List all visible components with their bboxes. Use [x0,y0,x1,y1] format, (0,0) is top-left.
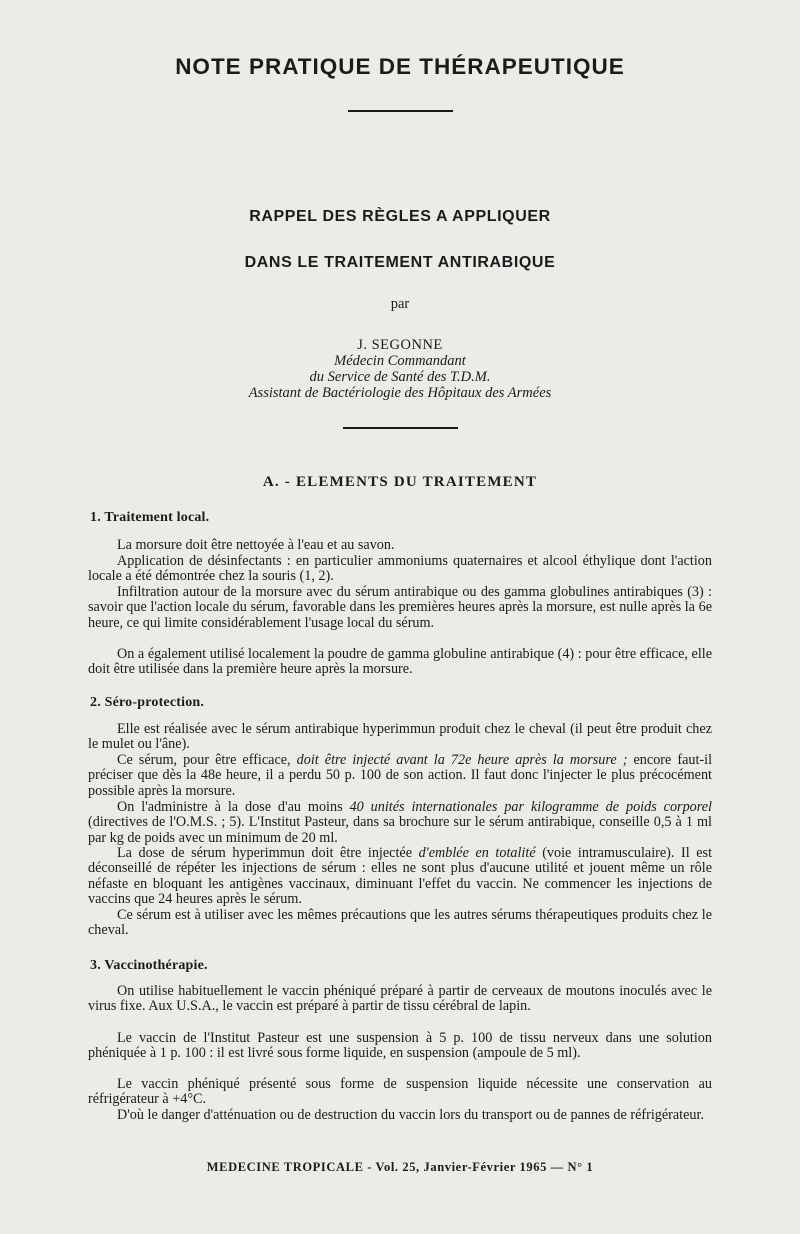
header-title: NOTE PRATIQUE DE THÉRAPEUTIQUE [175,54,625,79]
paragraph: La dose de sérum hyperimmun doit être injectée d'emblée en totalité (voie intramusculaire). Il est déconseillé de répéter les injections de sérum : elles ne sont plus d'aucune utilité et jouent même un rôle néfaste en bloquant les antigènes vaccinaux, diminuant l'effet du vaccin. Ne commencer les injections de vaccins que 24 heures après le sérum. [88,845,713,908]
section-heading: A. - ELEMENTS DU TRAITEMENT [262,474,538,490]
author-affiliation-1: Médecin Commandant [334,353,466,369]
author-affiliation-3: Assistant de Bactériologie des Hôpitaux des Armées [248,385,552,401]
paragraph: Ce sérum est à utiliser avec les mêmes précautions que les autres sérums thérapeutiques produits chez le cheval. [88,907,712,939]
paragraph: On utilise habituellement le vaccin phéniqué préparé à partir de cerveaux de moutons inoculés avec le virus fixe. Aux U.S.A., le vaccin est préparé à partir de tissu cérébral de lapin. [88,983,712,1015]
by-line: par [390,296,410,312]
paragraph: Infiltration autour de la morsure avec du sérum antirabique ou des gamma globulines antirabiques (3) : savoir que l'action locale du sérum, favorable dans les premières heures après la morsure, est nulle après la 6e heure, ce qui limite considérablement l'usage local du sérum. [88,584,712,631]
article-title-line-2: DANS LE TRAITEMENT ANTIRABIQUE [244,254,556,271]
header-rule [348,110,453,112]
paragraph: Le vaccin de l'Institut Pasteur est une suspension à 5 p. 100 de tissu nerveux dans une solution phéniquée à 1 p. 100 : il est livré sous forme liquide, en suspension (ampoule de 5 ml). [88,1030,712,1062]
author-affiliation-2: du Service de Santé des T.D.M. [309,369,491,385]
paragraph: Ce sérum, pour être efficace, doit être injecté avant la 72e heure après la morsure ; encore faut-il préciser que dès la 48e heure, il a perdu 50 p. 100 de son action. Il faut donc l'injecter le plus précocément possible après la morsure. [88,752,713,799]
article-title-line-1: RAPPEL DES RÈGLES A APPLIQUER [249,208,551,225]
paragraph: On l'administre à la dose d'au moins 40 unités internationales par kilogramme de poids corporel (directives de l'O.M.S. ; 5). L'Institut Pasteur, dans sa brochure sur le sérum antirabique, conseille 0,5 à 1 ml par kg de poids avec un minimum de 20 ml. [88,799,712,846]
author-name: J. SEGONNE [357,337,443,353]
paragraph: On a également utilisé localement la poudre de gamma globuline antirabique (4) : pour être efficace, elle doit être utilisée dans la première heure après la morsure. [88,646,712,678]
subsection-heading-vaccino: 3. Vaccinothérapie. [90,958,208,973]
title-rule [343,427,458,429]
paragraph: Le vaccin phéniqué présenté sous forme de suspension liquide nécessite une conservation au réfrigérateur à +4°C. [88,1076,712,1108]
subsection-heading-local: 1. Traitement local. [90,510,210,525]
paragraph: D'où le danger d'atténuation ou de destruction du vaccin lors du transport ou de pannes de réfrigérateur. [117,1107,705,1123]
paragraph: La morsure doit être nettoyée à l'eau et au savon. [117,537,395,553]
paragraph: Elle est réalisée avec le sérum antirabique hyperimmun produit chez le cheval (il peut être produit chez le mulet ou l'âne). [88,721,712,753]
paragraph: Application de désinfectants : en particulier ammoniums quaternaires et alcool éthylique dont l'action locale a été démontrée chez la souris (1, 2). [88,553,712,585]
journal-footer: MEDECINE TROPICALE - Vol. 25, Janvier-Février 1965 — N° 1 [206,1160,594,1174]
subsection-heading-sero: 2. Séro-protection. [90,695,205,710]
